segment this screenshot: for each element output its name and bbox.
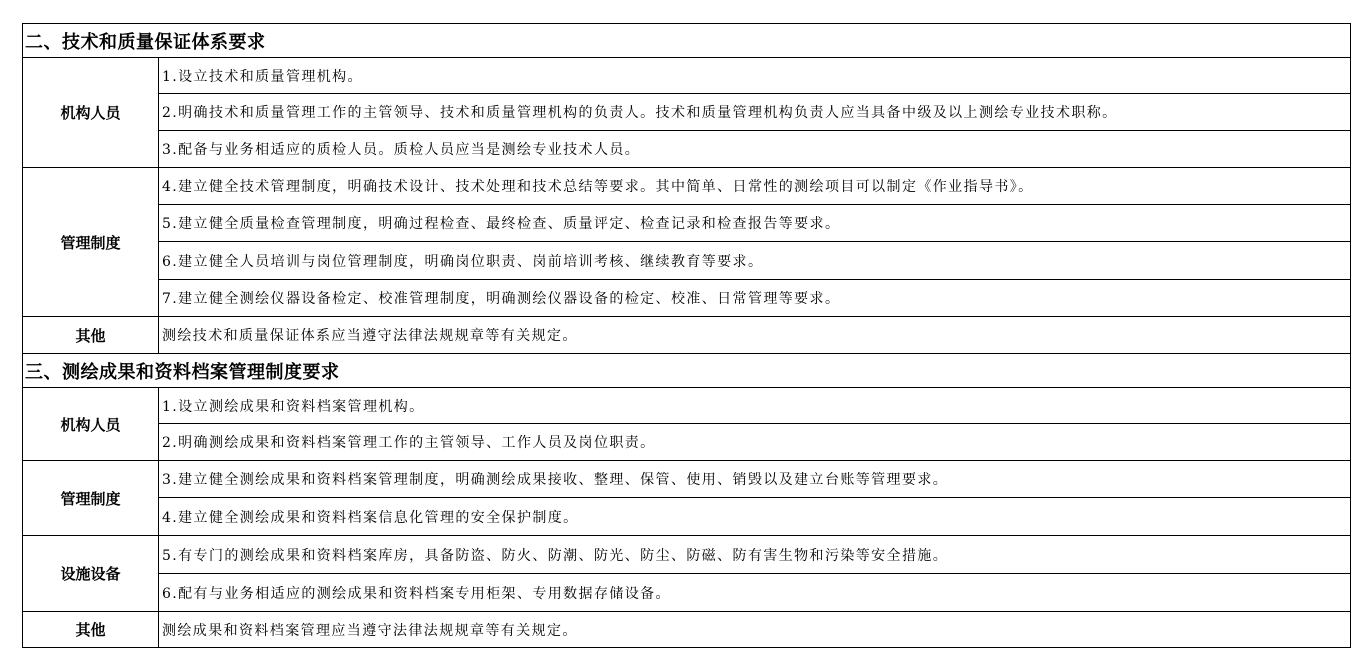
category-cell: 其他 [23,612,159,648]
table-row [23,58,1351,94]
requirement-cell: 2.明确技术和质量管理工作的主管领导、技术和质量管理机构的负责人。技术和质量管理机构负责人应当具备中级及以上测绘专业技术职称。 [159,94,1351,131]
requirement-cell: 3.配备与业务相适应的质检人员。质检人员应当是测绘专业技术人员。 [159,131,1351,168]
category-cell: 管理制度 [23,168,159,317]
table-row [23,388,1351,424]
requirement-cell: 5.有专门的测绘成果和资料档案库房，具备防盗、防火、防潮、防光、防尘、防磁、防有害生物和污染等安全措施。 [159,536,1351,574]
requirement-cell: 1.设立测绘成果和资料档案管理机构。 [159,388,1351,424]
requirement-cell: 测绘成果和资料档案管理应当遵守法律法规规章等有关规定。 [159,612,1351,648]
table-row [23,168,1351,205]
table-row [23,280,1351,317]
requirement-cell: 1.设立技术和质量管理机构。 [159,58,1351,94]
requirements-table [22,23,1351,648]
requirement-cell: 2.明确测绘成果和资料档案管理工作的主管领导、工作人员及岗位职责。 [159,424,1351,461]
requirement-cell: 3.建立健全测绘成果和资料档案管理制度，明确测绘成果接收、整理、保管、使用、销毁以及建立台账等管理要求。 [159,461,1351,498]
category-cell: 管理制度 [23,461,159,536]
section-header-row [23,24,1351,58]
category-cell: 机构人员 [23,58,159,168]
requirement-cell: 5.建立健全质量检查管理制度，明确过程检查、最终检查、质量评定、检查记录和检查报告等要求。 [159,205,1351,242]
table-row [23,94,1351,131]
requirement-cell: 6.配有与业务相适应的测绘成果和资料档案专用柜架、专用数据存储设备。 [159,574,1351,612]
table-row [23,317,1351,354]
table-row [23,536,1351,574]
category-cell: 其他 [23,317,159,354]
requirement-cell: 6.建立健全人员培训与岗位管理制度，明确岗位职责、岗前培训考核、继续教育等要求。 [159,242,1351,280]
table-row [23,498,1351,536]
table-row [23,612,1351,648]
requirement-cell: 7.建立健全测绘仪器设备检定、校准管理制度，明确测绘仪器设备的检定、校准、日常管理等要求。 [159,280,1351,317]
section-title: 三、测绘成果和资料档案管理制度要求 [23,354,1351,388]
table-row [23,205,1351,242]
requirement-cell: 测绘技术和质量保证体系应当遵守法律法规规章等有关规定。 [159,317,1351,354]
section-title: 二、技术和质量保证体系要求 [23,24,1351,58]
table-row [23,131,1351,168]
category-cell: 机构人员 [23,388,159,461]
category-cell: 设施设备 [23,536,159,612]
requirement-cell: 4.建立健全技术管理制度，明确技术设计、技术处理和技术总结等要求。其中简单、日常性的测绘项目可以制定《作业指导书》。 [159,168,1351,205]
table-row [23,424,1351,461]
table-row [23,461,1351,498]
table-row [23,574,1351,612]
requirement-cell: 4.建立健全测绘成果和资料档案信息化管理的安全保护制度。 [159,498,1351,536]
section-header-row [23,354,1351,388]
table-row [23,242,1351,280]
